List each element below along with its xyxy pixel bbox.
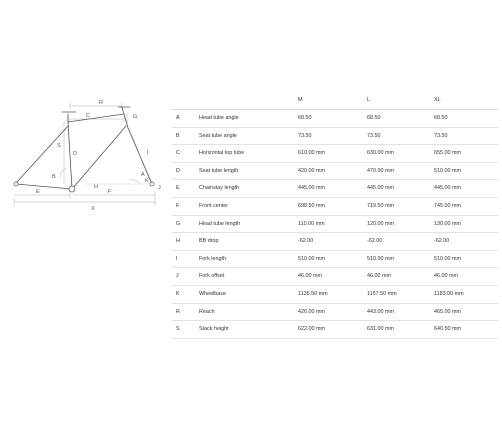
- row-value-xl: 46.00 mm: [434, 273, 458, 280]
- label-A: A: [141, 172, 145, 178]
- column-header-m: M: [298, 97, 303, 103]
- seat-tube: [68, 122, 72, 189]
- chainstay: [16, 184, 72, 189]
- rear-axle-icon: [14, 182, 18, 186]
- row-letter: H: [176, 238, 180, 245]
- row-value-l: 630.00 mm: [367, 150, 394, 157]
- label-F: F: [108, 189, 112, 195]
- row-measure-name: Seat tube length: [199, 167, 239, 174]
- row-value-xl: 68.50: [434, 115, 448, 121]
- row-value-m: 420.00 mm: [298, 167, 325, 174]
- row-measure-name: Seat tube angle: [199, 132, 237, 139]
- row-value-xl: -62.00: [434, 238, 450, 245]
- label-I: I: [147, 150, 149, 156]
- seat-angle-arc: [60, 168, 66, 178]
- row-measure-name: Head tube length: [199, 220, 241, 227]
- row-value-m: 445.00 mm: [298, 185, 325, 192]
- row-value-xl: 745.00 mm: [434, 202, 461, 209]
- frame-drawing: [0, 92, 170, 217]
- bottom-bracket-icon: [69, 186, 75, 192]
- row-value-m: 698.50 mm: [298, 202, 325, 209]
- row-measure-name: BB drop: [199, 238, 219, 245]
- column-header-xl: XL: [434, 97, 441, 103]
- row-value-m: 46.00 mm: [298, 273, 322, 280]
- row-value-l: 68.50: [367, 115, 381, 121]
- row-value-l: 470.00 mm: [367, 167, 394, 174]
- table-row: [172, 128, 498, 146]
- label-G: G: [133, 114, 138, 120]
- row-letter: F: [176, 202, 180, 209]
- row-letter: C: [176, 150, 180, 157]
- row-value-l: 445.00 mm: [367, 185, 394, 192]
- label-D: D: [73, 151, 77, 157]
- row-value-l: 1157.50 mm: [367, 290, 397, 297]
- row-value-l: 120.00 mm: [367, 220, 394, 227]
- row-value-xl: 510.00 mm: [434, 167, 461, 174]
- row-value-m: 610.00 mm: [298, 150, 325, 157]
- table-row: [172, 180, 498, 198]
- label-E: E: [36, 189, 40, 195]
- table-row: [172, 198, 498, 216]
- label-X: X: [91, 206, 95, 212]
- row-value-l: 719.50 mm: [367, 202, 394, 209]
- geometry-diagram: [0, 92, 170, 217]
- stem: [122, 107, 124, 114]
- head-angle-arc: [130, 180, 140, 184]
- row-value-m: 426.00 mm: [298, 308, 325, 315]
- table-row: [172, 145, 498, 163]
- row-letter: G: [176, 220, 181, 227]
- row-measure-name: Head tube angle: [199, 115, 239, 121]
- table-row: [172, 286, 498, 304]
- table-row: [172, 110, 498, 128]
- column-header-l: L: [367, 97, 371, 103]
- table-header: [172, 94, 498, 110]
- row-value-l: 73.50: [367, 132, 381, 139]
- row-value-l: 631.00 mm: [367, 326, 394, 333]
- table-row: [172, 251, 498, 269]
- row-value-m: -62.00: [298, 238, 314, 245]
- label-H: H: [94, 184, 98, 190]
- seatstay: [16, 126, 68, 183]
- row-measure-name: Wheelbase: [199, 290, 226, 297]
- row-value-xl: 510.00 mm: [434, 255, 461, 262]
- row-letter: A: [176, 115, 180, 121]
- row-measure-name: Horizontal top tube: [199, 150, 245, 157]
- table-row: [172, 233, 498, 251]
- row-value-xl: 73.50: [434, 132, 448, 139]
- front-axle-icon: [150, 182, 154, 186]
- label-K: K: [145, 178, 149, 184]
- row-measure-name: Front center: [199, 202, 229, 209]
- label-S: S: [57, 143, 61, 149]
- row-value-xl: 465.00 mm: [434, 308, 461, 315]
- table-row: [172, 268, 498, 286]
- geometry-table: [172, 94, 498, 339]
- row-value-m: 68.50: [298, 115, 312, 121]
- label-R: R: [99, 100, 103, 106]
- row-value-xl: 445.00 mm: [434, 185, 461, 192]
- row-value-xl: 130.00 mm: [434, 220, 461, 227]
- row-value-l: 46.00 mm: [367, 273, 391, 280]
- row-value-m: 110.00 mm: [298, 220, 325, 227]
- row-measure-name: Fork offset: [199, 273, 225, 280]
- row-measure-name: Reach: [199, 308, 215, 315]
- row-measure-name: Chainstay length: [199, 185, 240, 192]
- row-measure-name: Fork length: [199, 255, 226, 262]
- table-row: [172, 304, 498, 322]
- row-value-m: 510.00 mm: [298, 255, 325, 262]
- label-C: C: [86, 113, 90, 119]
- row-value-xl: 640.50 mm: [434, 326, 461, 333]
- row-value-m: 73.50: [298, 132, 312, 139]
- row-letter: J: [176, 273, 179, 280]
- row-letter: K: [176, 290, 180, 297]
- row-value-m: 622.00 mm: [298, 326, 325, 333]
- row-value-l: 510.00 mm: [367, 255, 394, 262]
- row-measure-name: Stack height: [199, 326, 229, 333]
- row-letter: I: [176, 255, 178, 262]
- table-row: [172, 321, 498, 339]
- row-letter: B: [176, 132, 180, 139]
- row-value-xl: 655.00 mm: [434, 150, 461, 157]
- row-letter: S: [176, 326, 180, 333]
- label-B: B: [52, 174, 56, 180]
- row-value-l: -62.00: [367, 238, 383, 245]
- row-value-xl: 1183.00 mm: [434, 290, 464, 297]
- table-row: [172, 216, 498, 234]
- row-value-l: 443.00 mm: [367, 308, 394, 315]
- table-row: [172, 163, 498, 181]
- row-value-m: 1136.50 mm: [298, 290, 328, 297]
- label-J: J: [158, 185, 161, 191]
- row-letter: R: [176, 308, 180, 315]
- down-tube: [72, 126, 126, 189]
- row-letter: E: [176, 185, 180, 192]
- fork: [128, 128, 152, 184]
- top-tube: [68, 114, 124, 122]
- row-letter: D: [176, 167, 180, 174]
